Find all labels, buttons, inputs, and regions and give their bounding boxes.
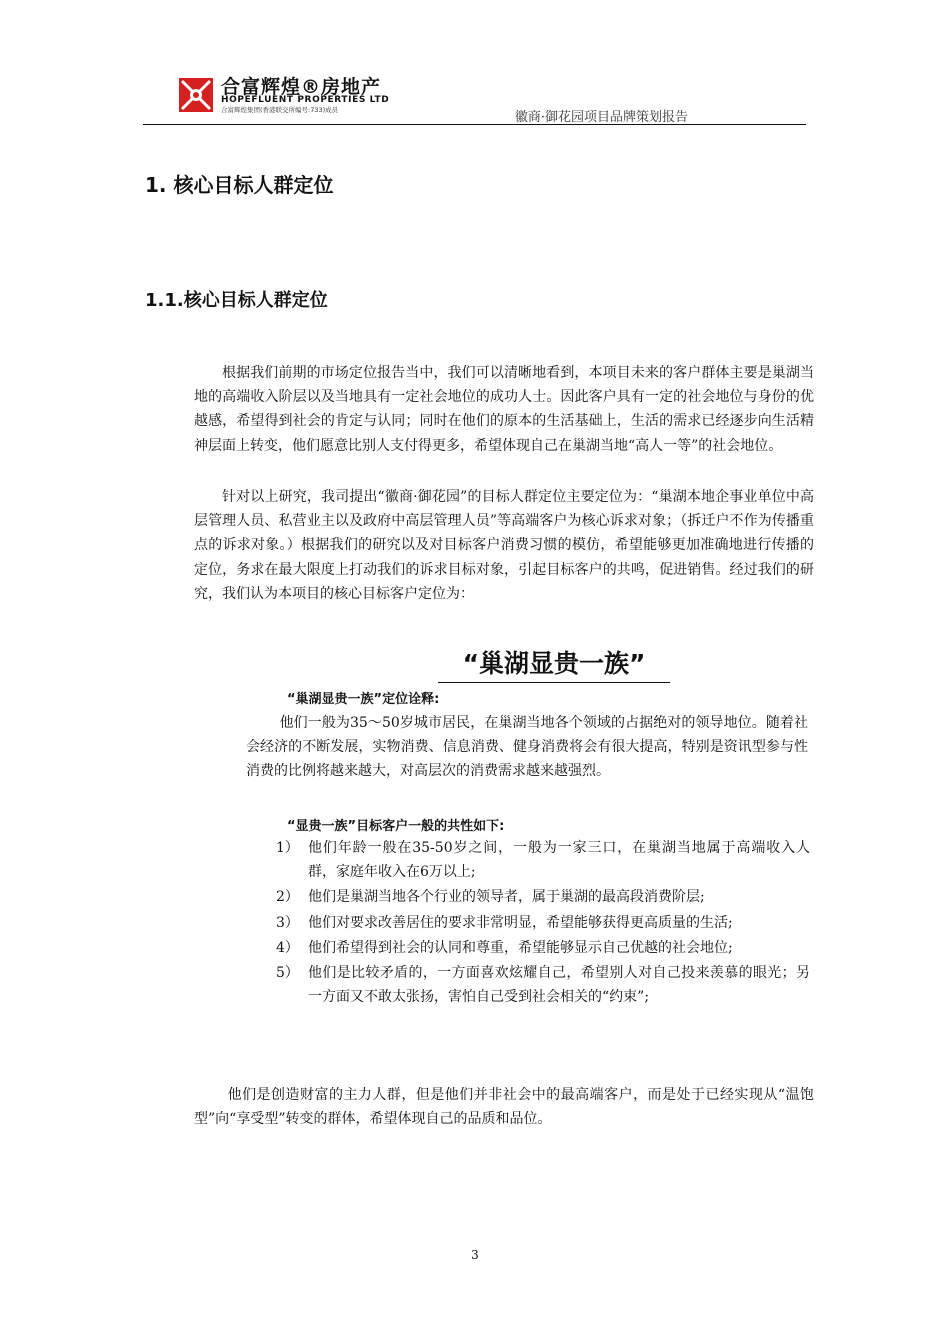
list-item (276, 936, 810, 960)
list-item-text: 他们希望得到社会的认同和尊重，希望能够显示自己优越的社会地位; (308, 939, 733, 956)
list-item-number: 1） (276, 840, 299, 856)
list-item (276, 961, 810, 1009)
subsection-heading: 1.1.核心目标人群定位 (145, 290, 328, 311)
list-item-text: 他们年龄一般在35-50岁之间，一般为一家三口，在巢湖当地属于高端收入人群，家庭年收入在6万以上; (308, 840, 810, 881)
paragraph-market-positioning: 根据我们前期的市场定位报告当中，我们可以清晰地看到，本项目未来的客户群体主要是巢湖当地的高端收入阶层以及当地具有一定社会地位的成功人士。因此客户具有一定的社会地位与身份的优越感，希望得到社会的肯定与认同；同时在他们的原本的生活基础上，生活的需求已经逐步向生活精神层面上转变，他们愿意比别人支付得更多，希望体现自己在巢湖当地“高人一等”的社会地位。 (194, 365, 814, 454)
list-item-text: 他们对要求改善居住的要求非常明显，希望能够获得更高质量的生活; (308, 914, 733, 931)
logo-chinese-name: 合富辉煌®房地产 (221, 76, 382, 98)
list-item-number: 2） (276, 889, 299, 906)
page-header (143, 68, 806, 126)
paragraph-target-definition: 针对以上研究，我司提出“徽商·御花园”的目标人群定位主要定位为：“巢湖本地企事业单位中高层管理人员、私营业主以及政府中高层管理人员”等高端客户为核心诉求对象；（拆迁户不作为传播重点的诉求对象。）根据我们的研究以及对目标客户消费习惯的模仿，希望能够更加准确地进行传播的定位，务求在最大限度上打动我们的诉求目标对象，引起目标客户的共鸣，促进销售。经过我们的研究，我们认为本项目的核心目标客户定位为： (194, 489, 814, 602)
list-item (276, 911, 810, 935)
list-item-text: 他们是巢湖当地各个行业的领导者，属于巢湖的最高段消费阶层; (308, 889, 705, 906)
page-number: 3 (471, 1248, 479, 1262)
list-item (276, 836, 810, 884)
traits-heading: “显贵一族”目标客户一般的共性如下: (287, 819, 505, 834)
logo-english-name: HOPEFLUENT PROPERTIES LTD (221, 95, 390, 105)
list-item (276, 885, 810, 909)
hopefluent-logo-icon (179, 78, 213, 112)
logo-subtitle: 合富辉煌集团(香港联交所编号:733)成员 (221, 106, 339, 114)
paragraph-conclusion: 他们是创造财富的主力人群，但是他们并非社会中的最高端客户，而是处于已经实现从“温饱型”向“享受型”转变的群体，希望体现自己的品质和品位。 (194, 1087, 814, 1128)
positioning-slogan: “巢湖显贵一族” (438, 644, 670, 683)
traits-list (276, 836, 810, 1010)
list-item-number: 5） (276, 965, 299, 982)
document-title: 徽商·御花园项目品牌策划报告 (514, 110, 688, 125)
list-item-number: 4） (276, 939, 299, 956)
interpretation-text: 他们一般为35～50岁城市居民，在巢湖当地各个领域的占据绝对的领导地位。随着社会经济的不断发展，实物消费、信息消费、健身消费将会有很大提高，特别是资讯型参与性消费的比例将越来越大，对高层次的消费需求越来越强烈。 (246, 715, 808, 780)
interpretation-heading: “巢湖显贵一族”定位诠释: (287, 692, 440, 707)
section-heading: 1. 核心目标人群定位 (145, 173, 334, 197)
list-item-number: 3） (276, 914, 299, 931)
header-divider (143, 124, 806, 125)
list-item-text: 他们是比较矛盾的，一方面喜欢炫耀自己，希望别人对自己投来羡慕的眼光；另一方面又不敢太张扬，害怕自己受到社会相关的“约束”; (308, 965, 810, 1006)
